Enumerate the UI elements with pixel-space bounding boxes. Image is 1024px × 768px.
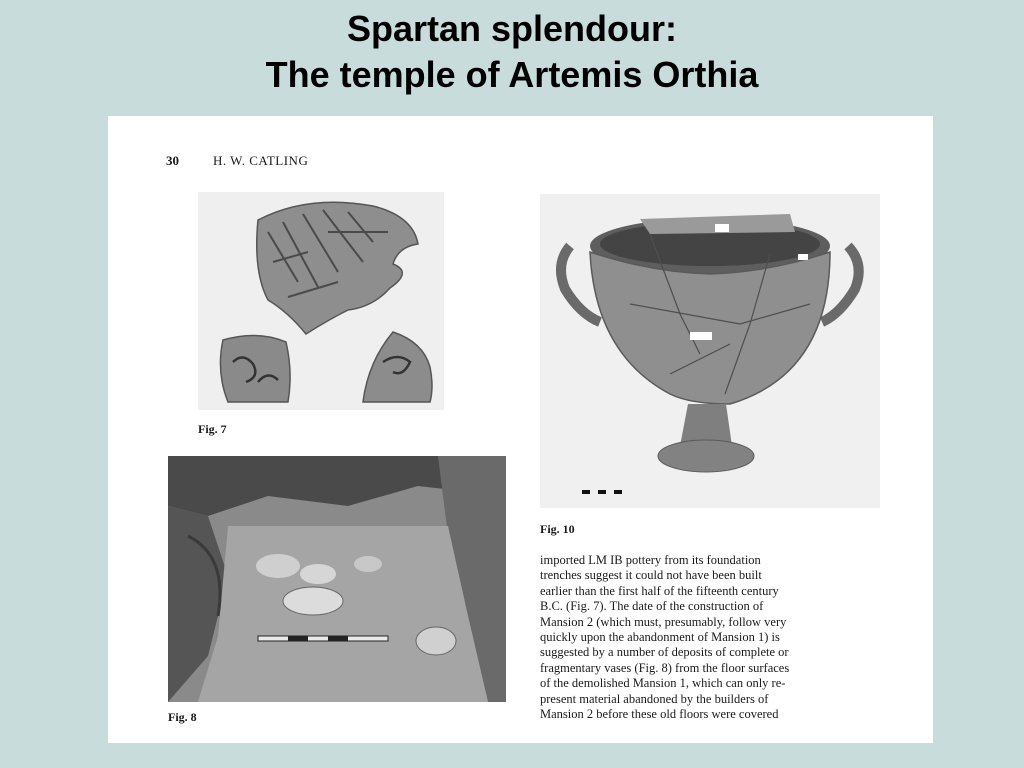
text-line: Mansion 2 (which must, presumably, follow very [540, 614, 787, 629]
fig7-caption: Fig. 7 [198, 422, 227, 436]
text-line: suggested by a number of deposits of complete or [540, 645, 789, 660]
text-line: trenches suggest it could not have been built [540, 568, 762, 583]
fig8-caption: Fig. 8 [168, 710, 197, 724]
fig10-goblet-photo [540, 194, 880, 508]
text-line: Mansion 2 before these old floors were covered [540, 707, 779, 722]
page-author: H. W. CATLING [213, 153, 309, 168]
fig10-caption: Fig. 10 [540, 522, 575, 536]
fig8-excavation-photo [168, 456, 506, 702]
slide-title-line-2: The temple of Artemis Orthia [265, 54, 759, 95]
text-line: of the demolished Mansion 1, which can only re- [540, 676, 786, 691]
excavation-image [168, 456, 506, 702]
sherds-image [198, 192, 444, 410]
text-line: fragmentary vases (Fig. 8) from the floor surfaces [540, 660, 790, 675]
text-line: B.C. (Fig. 7). The date of the construction of [540, 599, 764, 614]
text-line: present material abandoned by the builders of [540, 691, 769, 706]
fig7-sherds-photo [198, 192, 444, 410]
text-line: imported LM IB pottery from its foundation [540, 553, 761, 567]
slide-title [0, 6, 1024, 98]
text-line: earlier than the first half of the fifteenth century [540, 583, 779, 598]
text-line: quickly upon the abandonment of Mansion 1) is [540, 630, 780, 645]
scanned-page [108, 116, 933, 743]
goblet-image [540, 194, 880, 508]
page-number: 30 [166, 153, 179, 168]
slide-title-line-1: Spartan splendour: [346, 8, 678, 49]
body-text [540, 553, 880, 722]
